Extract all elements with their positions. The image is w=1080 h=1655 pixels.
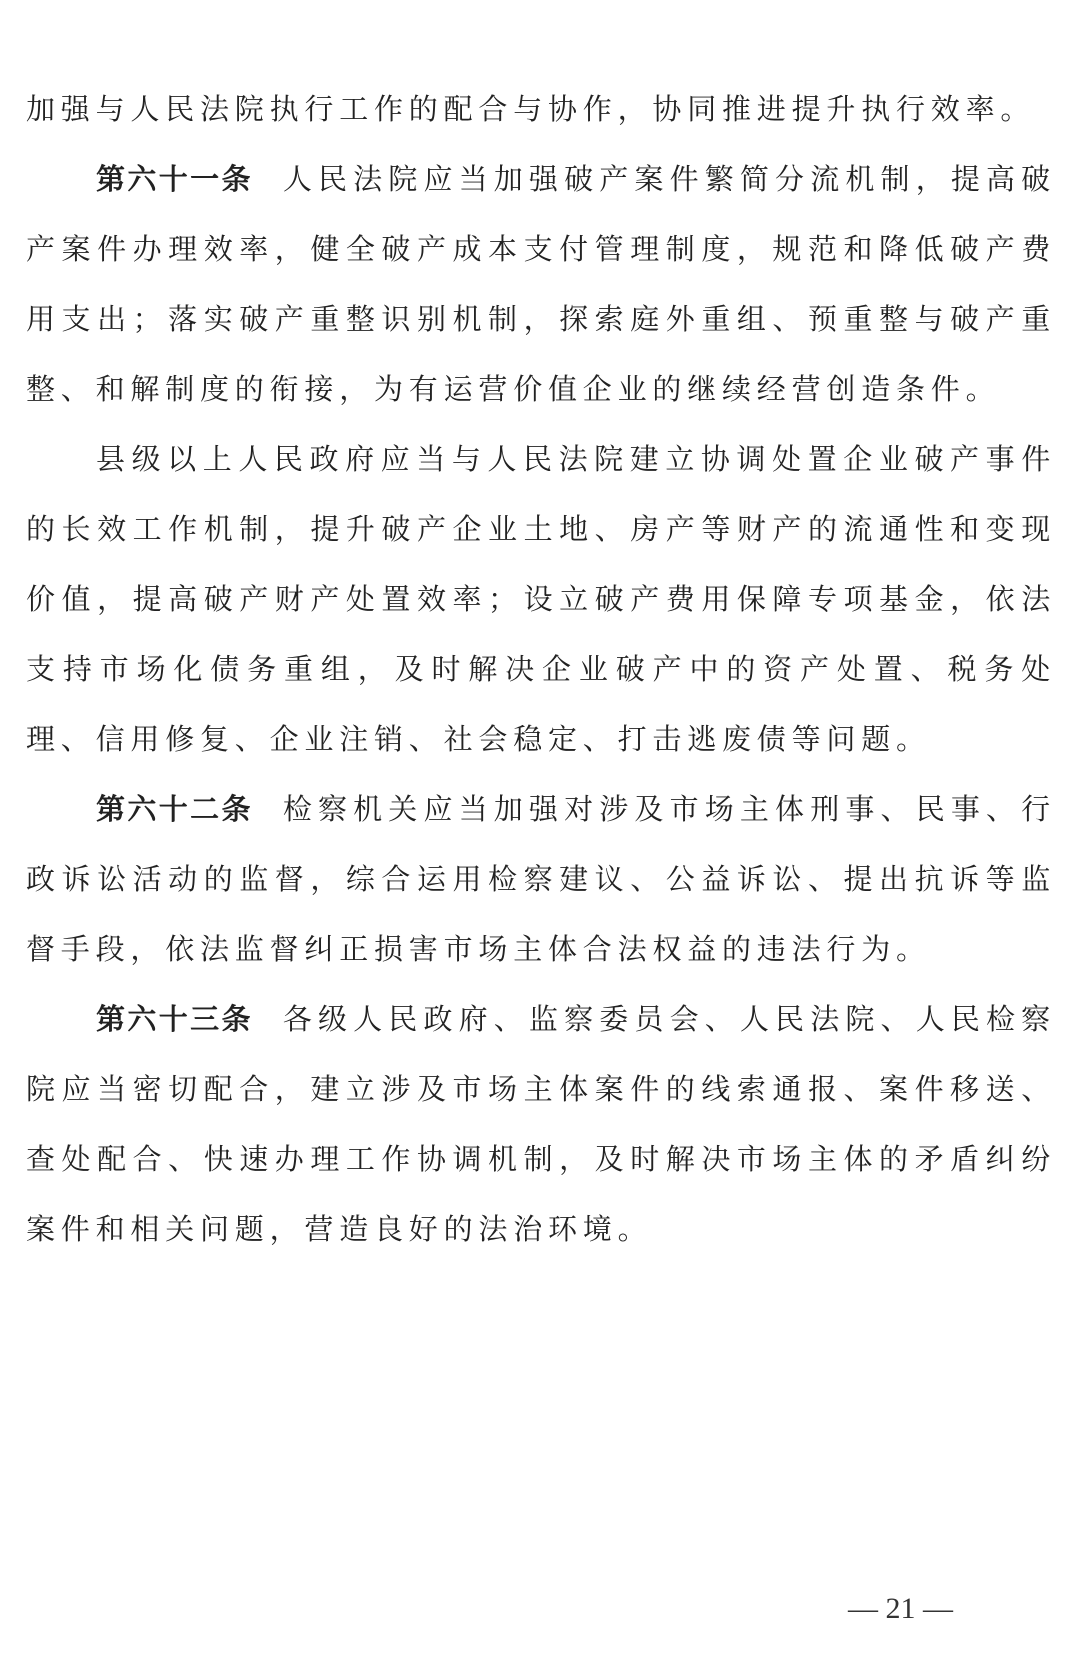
article-label: 第六十一条 (96, 162, 253, 196)
article-62 (26, 774, 1056, 984)
paragraph-text: 检察机关应当加强对涉及市场主体刑事、民事、行政诉讼活动的监督，综合运用检察建议、公益诉讼、提出抗诉等监督手段，依法监督纠正损害市场主体合法权益的违法行为。 (26, 792, 1056, 966)
paragraph-text: 县级以上人民政府应当与人民法院建立协调处置企业破产事件的长效工作机制，提升破产企业土地、房产等财产的流通性和变现价值，提高破产财产处置效率；设立破产费用保障专项基金，依法支持市场化债务重组，及时解决企业破产中的资产处置、税务处理、信用修复、企业注销、社会稳定、打击逃废债等问题。 (26, 442, 1056, 756)
article-61-paragraph-2 (26, 424, 1056, 774)
paragraph-text: 各级人民政府、监察委员会、人民法院、人民检察院应当密切配合，建立涉及市场主体案件的线索通报、案件移送、查处配合、快速办理工作协调机制，及时解决市场主体的矛盾纠纷案件和相关问题，营造良好的法治环境。 (26, 1002, 1056, 1246)
paragraph-continuation (26, 74, 1056, 144)
paragraph-text: 加强与人民法院执行工作的配合与协作，协同推进提升执行效率。 (26, 92, 1036, 126)
paragraph-text: 人民法院应当加强破产案件繁简分流机制，提高破产案件办理效率，健全破产成本支付管理制度，规范和降低破产费用支出；落实破产重整识别机制，探索庭外重组、预重整与破产重整、和解制度的衔接，为有运营价值企业的继续经营创造条件。 (26, 162, 1056, 406)
document-page (26, 74, 1056, 1264)
article-63 (26, 984, 1056, 1264)
article-label: 第六十三条 (96, 1002, 253, 1036)
article-label: 第六十二条 (96, 792, 253, 826)
page-number: — 21 — (848, 1592, 953, 1625)
article-61 (26, 144, 1056, 424)
